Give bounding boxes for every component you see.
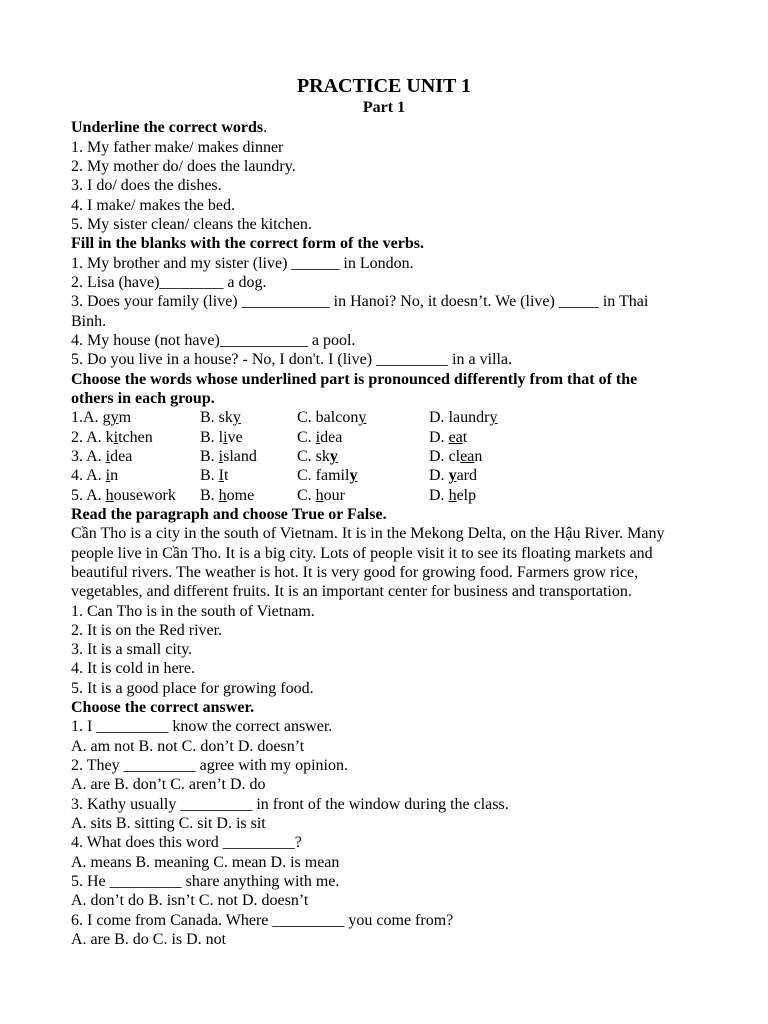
word-group-row bbox=[71, 486, 741, 505]
underlined-part: y bbox=[489, 409, 498, 427]
word-option bbox=[71, 428, 200, 447]
answer-option: B. do bbox=[114, 931, 149, 949]
word-option bbox=[297, 428, 429, 447]
exercise-item: 4. I make/ makes the bed. bbox=[71, 196, 235, 214]
answer-options bbox=[71, 737, 741, 756]
answer-option: B. don’t bbox=[114, 776, 167, 794]
answer-option: A. don’t do bbox=[71, 892, 145, 910]
question-item bbox=[71, 756, 741, 795]
answer-option: C. mean bbox=[213, 853, 267, 871]
answer-options bbox=[71, 891, 741, 910]
option-letter: D. bbox=[429, 409, 445, 427]
option-letter: 5. A. bbox=[71, 486, 102, 504]
word-part: our bbox=[323, 486, 345, 504]
true-false-statement: 3. It is a small city. bbox=[71, 641, 193, 659]
question-text: 1. I _________ know the correct answer. bbox=[71, 718, 333, 736]
answer-option: D. not bbox=[186, 931, 227, 949]
option-letter: D. bbox=[429, 428, 445, 446]
word-part: dea bbox=[320, 428, 343, 446]
pronunciation-section bbox=[71, 370, 741, 505]
word-part: elp bbox=[456, 486, 477, 504]
question-item bbox=[71, 833, 741, 872]
question-item bbox=[71, 872, 741, 911]
word-option bbox=[297, 486, 429, 505]
underline-heading-line bbox=[71, 118, 741, 137]
exercise-item bbox=[71, 350, 741, 369]
section-heading: others in each group. bbox=[71, 389, 215, 407]
question-text: 3. Kathy usually _________ in front of the window during the class. bbox=[71, 795, 509, 813]
word-part: ousework bbox=[113, 486, 176, 504]
exercise-item-line: 1. My brother and my sister (live) ______ in London. bbox=[71, 254, 414, 272]
section-heading: Fill in the blanks with the correct form of the verbs. bbox=[71, 235, 424, 253]
question-item bbox=[71, 911, 741, 950]
option-letter: D. bbox=[429, 447, 445, 465]
answer-option: A. means bbox=[71, 853, 132, 871]
answer-option: B. sitting bbox=[115, 815, 175, 833]
word-part: n bbox=[474, 447, 483, 465]
option-letter: B. bbox=[200, 409, 215, 427]
underlined-part: i bbox=[223, 428, 228, 446]
section-heading: Underline the correct words bbox=[71, 119, 264, 137]
word-option bbox=[429, 447, 482, 466]
word-part: ard bbox=[456, 467, 477, 485]
word-part: ome bbox=[226, 486, 255, 504]
answer-option: C. aren’t bbox=[170, 776, 226, 794]
underlined-part: y bbox=[448, 467, 457, 485]
reading-paragraph bbox=[71, 524, 741, 601]
answer-option: D. is mean bbox=[270, 853, 340, 871]
option-letter: C. bbox=[297, 409, 312, 427]
answer-option: C. sit bbox=[178, 815, 213, 833]
underline-section bbox=[71, 118, 741, 234]
answer-options bbox=[71, 930, 741, 949]
option-letter: C. bbox=[297, 428, 312, 446]
true-false-statement: 2. It is on the Red river. bbox=[71, 621, 223, 639]
underlined-part: i bbox=[218, 447, 224, 465]
word-part: l bbox=[218, 428, 224, 446]
word-part: m bbox=[118, 409, 132, 427]
word-option bbox=[200, 408, 297, 427]
answer-option: B. isn’t bbox=[148, 892, 195, 910]
option-letter: 1.A. bbox=[71, 409, 99, 427]
word-part: n bbox=[110, 467, 119, 485]
word-option bbox=[71, 486, 200, 505]
answer-option: D. do bbox=[229, 776, 266, 794]
question-text: 5. He _________ share anything with me. bbox=[71, 873, 340, 891]
option-letter: B. bbox=[200, 447, 215, 465]
word-option bbox=[71, 408, 200, 427]
fill-blanks-section bbox=[71, 234, 741, 369]
exercise-item bbox=[71, 292, 741, 331]
word-group-table bbox=[71, 408, 741, 505]
word-option bbox=[200, 447, 297, 466]
word-option bbox=[297, 466, 429, 485]
answer-option: B. not bbox=[138, 737, 178, 755]
exercise-item-line: 4. My house (not have)___________ a pool. bbox=[71, 331, 356, 349]
underlined-part: ea bbox=[448, 428, 463, 446]
underlined-part: i bbox=[315, 428, 321, 446]
word-group-row bbox=[71, 466, 741, 485]
section-heading: Choose the correct answer. bbox=[71, 699, 255, 717]
true-false-statement: 4. It is cold in here. bbox=[71, 660, 195, 678]
answer-options bbox=[71, 814, 741, 833]
word-part: sk bbox=[315, 447, 330, 465]
answer-option: D. doesn’t bbox=[242, 892, 309, 910]
exercise-item: 1. My father make/ makes dinner bbox=[71, 138, 284, 156]
word-option bbox=[200, 486, 297, 505]
word-part: dea bbox=[110, 447, 133, 465]
word-part: ve bbox=[227, 428, 243, 446]
paragraph-line: people live in Cần Tho. It is a big city. Lots of people visit it to see its floating markets and bbox=[71, 544, 653, 562]
word-part: famil bbox=[315, 467, 350, 485]
underlined-part: I bbox=[218, 467, 224, 485]
word-option bbox=[429, 466, 477, 485]
answer-option: D. is sit bbox=[216, 815, 266, 833]
underlined-part: i bbox=[105, 467, 111, 485]
answer-option: A. are bbox=[71, 776, 111, 794]
exercise-item-line: 2. Lisa (have)________ a dog. bbox=[71, 273, 267, 291]
option-letter: 2. A. bbox=[71, 428, 102, 446]
underlined-part: i bbox=[113, 428, 119, 446]
word-part: sland bbox=[223, 447, 257, 465]
answer-option: C. not bbox=[198, 892, 238, 910]
question-text: 2. They _________ agree with my opinion. bbox=[71, 757, 348, 775]
option-letter: C. bbox=[297, 447, 312, 465]
worksheet-content bbox=[71, 118, 741, 949]
exercise-item-line: 5. Do you live in a house? - No, I don't. I (live) _________ in a villa. bbox=[71, 351, 513, 369]
true-false-list bbox=[71, 602, 741, 699]
word-part: balcon bbox=[315, 409, 359, 427]
true-false-statement: 5. It is a good place for growing food. bbox=[71, 679, 314, 697]
option-letter: B. bbox=[200, 428, 215, 446]
option-letter: D. bbox=[429, 467, 445, 485]
heading-period: . bbox=[263, 119, 268, 137]
answer-option: D. doesn’t bbox=[237, 737, 305, 755]
answer-options bbox=[71, 775, 741, 794]
option-letter: C. bbox=[297, 467, 312, 485]
section-heading: Choose the words whose underlined part is pronounced differently from that of the bbox=[71, 370, 638, 388]
paragraph-line: beautiful rivers. The weather is hot. It is very good for growing food. Farmers grow rice, bbox=[71, 563, 639, 581]
word-option bbox=[297, 408, 429, 427]
question-text: 6. I come from Canada. Where _________ you come from? bbox=[71, 911, 454, 929]
word-option bbox=[71, 447, 200, 466]
answer-options bbox=[71, 853, 741, 872]
exercise-item-line: Binh. bbox=[71, 312, 107, 330]
exercise-item-line: 3. Does your family (live) ___________ in Hanoi? No, it doesn’t. We (live) _____ in Thai bbox=[71, 293, 649, 311]
section-heading: Read the paragraph and choose True or False. bbox=[71, 505, 387, 523]
reading-section bbox=[71, 505, 741, 698]
word-option bbox=[297, 447, 429, 466]
option-letter: D. bbox=[429, 486, 445, 504]
paragraph-line: Cần Tho is a city in the south of Vietnam. It is in the Mekong Delta, on the Hậu River. Many bbox=[71, 525, 665, 543]
exercise-list bbox=[71, 138, 741, 235]
underlined-part: y bbox=[358, 409, 367, 427]
word-part: tchen bbox=[118, 428, 153, 446]
answer-option: B. meaning bbox=[135, 853, 210, 871]
underlined-part: h bbox=[105, 486, 114, 504]
word-option bbox=[200, 466, 297, 485]
part-heading: Part 1 bbox=[362, 99, 406, 117]
answer-option: C. don’t bbox=[181, 737, 234, 755]
question-list bbox=[71, 717, 741, 949]
word-part: laundr bbox=[448, 409, 490, 427]
answer-option: A. are bbox=[71, 931, 111, 949]
word-part: k bbox=[105, 428, 114, 446]
underlined-part: h bbox=[218, 486, 227, 504]
answer-option: A. sits bbox=[71, 815, 112, 833]
true-false-statement: 1. Can Tho is in the south of Vietnam. bbox=[71, 602, 315, 620]
exercise-item: 3. I do/ does the dishes. bbox=[71, 177, 222, 195]
underlined-part: h bbox=[448, 486, 457, 504]
word-option bbox=[200, 428, 297, 447]
underlined-part: y bbox=[232, 409, 241, 427]
exercise-item bbox=[71, 331, 741, 350]
exercise-item bbox=[71, 273, 741, 292]
word-group-row bbox=[71, 408, 741, 427]
underlined-part: h bbox=[315, 486, 324, 504]
word-group-row bbox=[71, 428, 741, 447]
worksheet-title: PRACTICE UNIT 1 bbox=[296, 75, 472, 97]
word-group-row bbox=[71, 447, 741, 466]
exercise-item bbox=[71, 254, 741, 273]
exercise-item: 2. My mother do/ does the laundry. bbox=[71, 157, 296, 175]
answer-option: C. is bbox=[152, 931, 183, 949]
option-letter: C. bbox=[297, 486, 312, 504]
question-item bbox=[71, 717, 741, 756]
word-part: cl bbox=[448, 447, 461, 465]
exercise-item: 5. My sister clean/ cleans the kitchen. bbox=[71, 215, 312, 233]
paragraph-line: vegetables, and different fruits. It is an important center for business and transportation. bbox=[71, 583, 632, 601]
word-part: t bbox=[224, 467, 229, 485]
underlined-part: y bbox=[349, 467, 358, 485]
word-part: sk bbox=[218, 409, 233, 427]
underlined-part: ea bbox=[460, 447, 475, 465]
underlined-part: y bbox=[329, 447, 338, 465]
option-letter: B. bbox=[200, 467, 215, 485]
option-letter: 4. A. bbox=[71, 467, 102, 485]
word-option bbox=[429, 428, 467, 447]
question-item bbox=[71, 795, 741, 834]
multiple-choice-section bbox=[71, 698, 741, 949]
word-option bbox=[429, 486, 476, 505]
underlined-part: i bbox=[105, 447, 111, 465]
word-option bbox=[71, 466, 200, 485]
word-part: g bbox=[102, 409, 111, 427]
word-part: t bbox=[462, 428, 468, 446]
option-letter: B. bbox=[200, 486, 215, 504]
option-letter: 3. A. bbox=[71, 447, 102, 465]
question-text: 4. What does this word _________? bbox=[71, 834, 302, 852]
word-option bbox=[429, 408, 497, 427]
answer-option: A. am not bbox=[71, 737, 135, 755]
exercise-list bbox=[71, 254, 741, 370]
underlined-part: y bbox=[110, 409, 119, 427]
